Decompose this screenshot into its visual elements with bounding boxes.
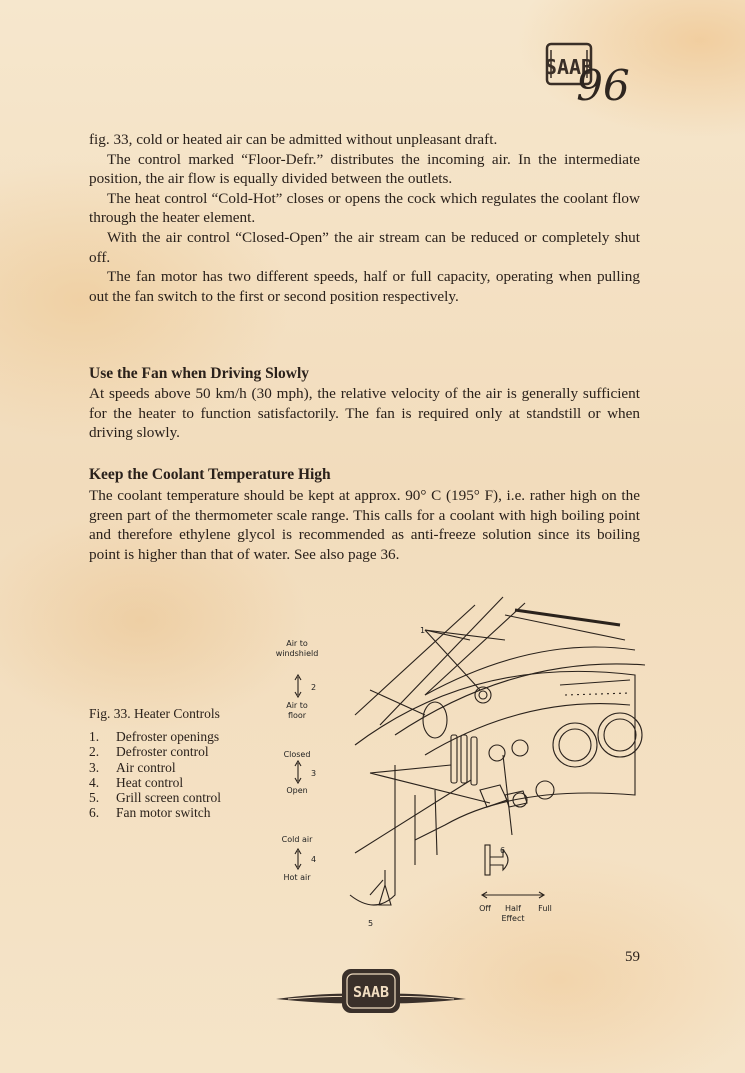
section-text: The coolant temperature should be kept at approx. 90° C (195° F), i.e. rather high on the green part of the thermometer scale range. This calls for a coolant with high boiling point and therefore ethylene glycol is recommended as anti-freeze solution since its boiling point is higher than that of water. See also page 36. (89, 487, 640, 563)
paragraph: The control marked “Floor-Defr.” distributes the incoming air. In the intermediate position, the air flow is equally divided between the outlets. (89, 150, 640, 188)
paragraph: The fan motor has two different speeds, half or full capacity, operating when pulling out the fan switch to the first or second position respectively. (89, 268, 640, 305)
section-heading: Use the Fan when Driving Slowly (89, 365, 310, 382)
legend-item: 2. Defroster control (89, 744, 209, 760)
saab-emblem-text: SAAB (352, 983, 390, 1001)
section-text: At speeds above 50 km/h (30 mph), the relative velocity of the air is generally sufficient for the heater to function satisfactorily. The fan is required only at standstill or when driving slowly. (89, 385, 640, 442)
callout-2: 2 (311, 683, 317, 692)
legend-item: 1. Defroster openings (89, 729, 220, 744)
callout-6: 6 (500, 846, 506, 855)
svg-text:Off: Off (479, 904, 491, 913)
intro-text (89, 130, 640, 306)
svg-text:Hot air: Hot air (283, 873, 311, 882)
paragraph: With the air control “Closed-Open” the air stream can be reduced or completely shut off. (89, 228, 640, 266)
legend-item: 4. Heat control (89, 774, 184, 790)
paragraph: The heat control “Cold-Hot” closes or opens the cock which regulates the coolant flow through the heater element. (89, 189, 640, 227)
saab-emblem (276, 965, 466, 1017)
model-number: 96 (576, 61, 630, 110)
svg-text:Air to: Air to (286, 701, 308, 710)
callout-3: 3 (311, 769, 317, 778)
paragraph: fig. 33, cold or heated air can be admitted without unpleasant draft. (89, 131, 498, 148)
legend-item: 6. Fan motor switch (89, 805, 211, 821)
section-heading: Keep the Coolant Temperature High (89, 466, 331, 483)
control-labels (276, 639, 552, 923)
svg-text:Full: Full (538, 904, 552, 913)
page-number: 59 (625, 949, 640, 965)
callout-4: 4 (311, 855, 317, 864)
svg-text:windshield: windshield (275, 649, 319, 658)
svg-text:SAAB: SAAB (545, 55, 594, 79)
legend-item: 3. Air control (89, 759, 176, 775)
figure-caption: Fig. 33. Heater Controls (89, 706, 220, 721)
figure-legend (89, 729, 221, 821)
svg-text:Cold air: Cold air (281, 835, 313, 844)
svg-text:Open: Open (286, 786, 308, 795)
legend-item: 5. Grill screen control (89, 790, 221, 806)
svg-text:Air to: Air to (286, 639, 308, 648)
heater-controls-illustration (275, 595, 655, 940)
callout-5: 5 (368, 919, 374, 928)
svg-text:floor: floor (287, 711, 307, 720)
svg-text:Half: Half (505, 904, 521, 913)
callout-1: 1 (420, 626, 426, 635)
svg-text:Closed: Closed (283, 750, 311, 759)
svg-text:Effect: Effect (501, 914, 525, 923)
saab-96-logo (545, 34, 645, 112)
